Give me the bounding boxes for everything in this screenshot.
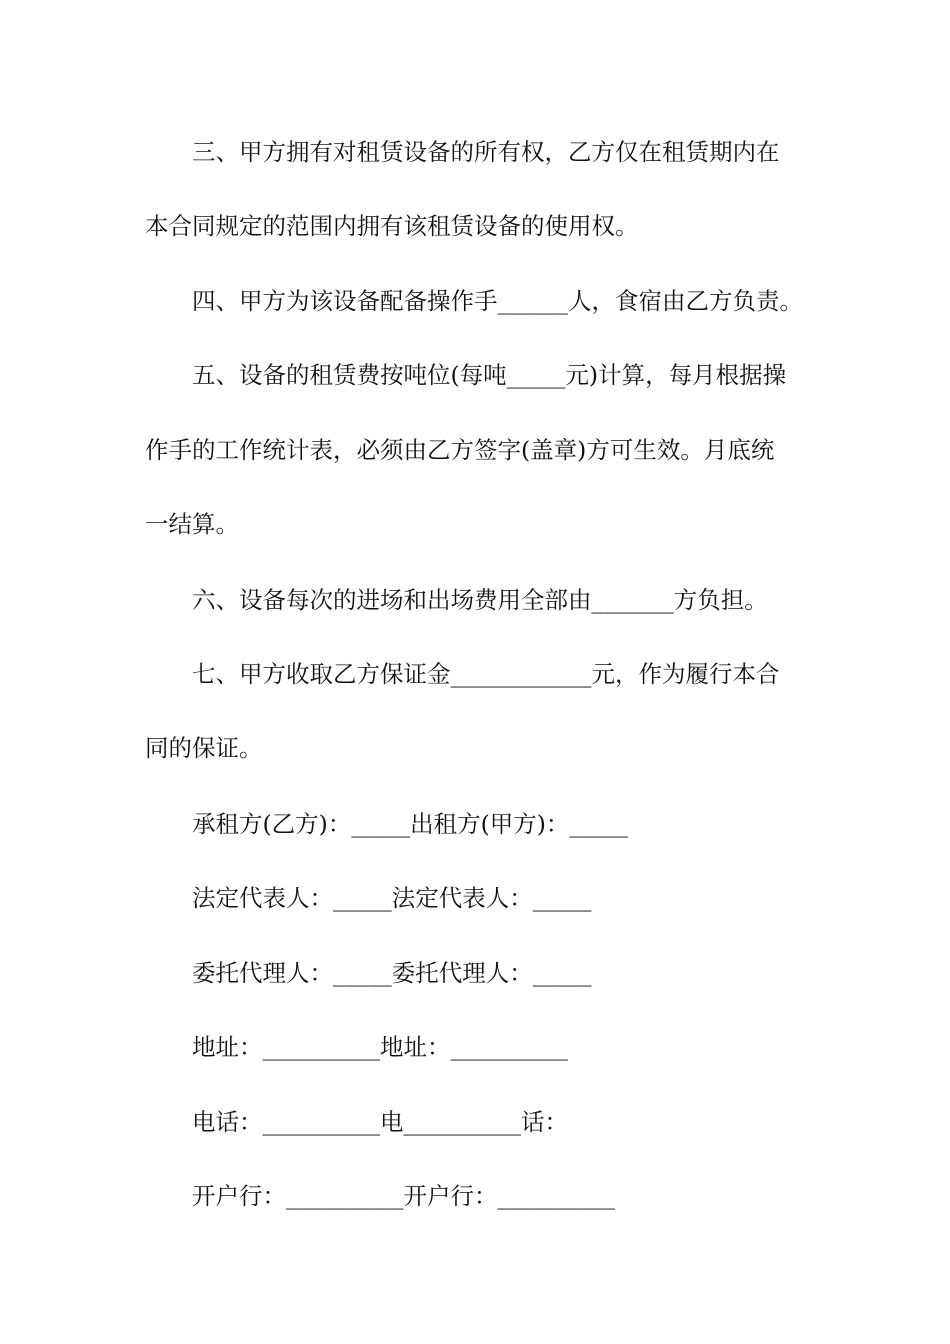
signature-phone: 电话：__________电__________话： <box>192 1108 568 1136</box>
signature-agent: 委托代理人：_____委托代理人：_____ <box>192 959 592 987</box>
signature-address: 地址：__________地址：__________ <box>192 1033 568 1061</box>
clause-7-line-1: 七、甲方收取乙方保证金____________元，作为履行本合 <box>192 660 780 688</box>
clause-3-line-2: 本合同规定的范围内拥有该租赁设备的使用权。 <box>145 212 639 240</box>
clause-5-line-3: 一结算。 <box>145 510 239 538</box>
clause-4: 四、甲方为该设备配备操作手______人，食宿由乙方负责。 <box>192 287 803 315</box>
signature-legal-representative: 法定代表人：_____法定代表人：_____ <box>192 884 592 912</box>
clause-5-line-1: 五、设备的租赁费按吨位(每吨_____元)计算，每月根据操 <box>192 361 787 389</box>
clause-7-line-2: 同的保证。 <box>145 734 263 762</box>
clause-6: 六、设备每次的进场和出场费用全部由_______方负担。 <box>192 586 768 614</box>
signature-bank: 开户行：__________开户行：__________ <box>192 1182 615 1210</box>
clause-3-line-1: 三、甲方拥有对租赁设备的所有权，乙方仅在租赁期内在 <box>192 138 780 166</box>
clause-5-line-2: 作手的工作统计表，必须由乙方签字(盖章)方可生效。月底统 <box>145 436 775 464</box>
signature-parties: 承租方(乙方)：_____出租方(甲方)：_____ <box>192 810 629 838</box>
